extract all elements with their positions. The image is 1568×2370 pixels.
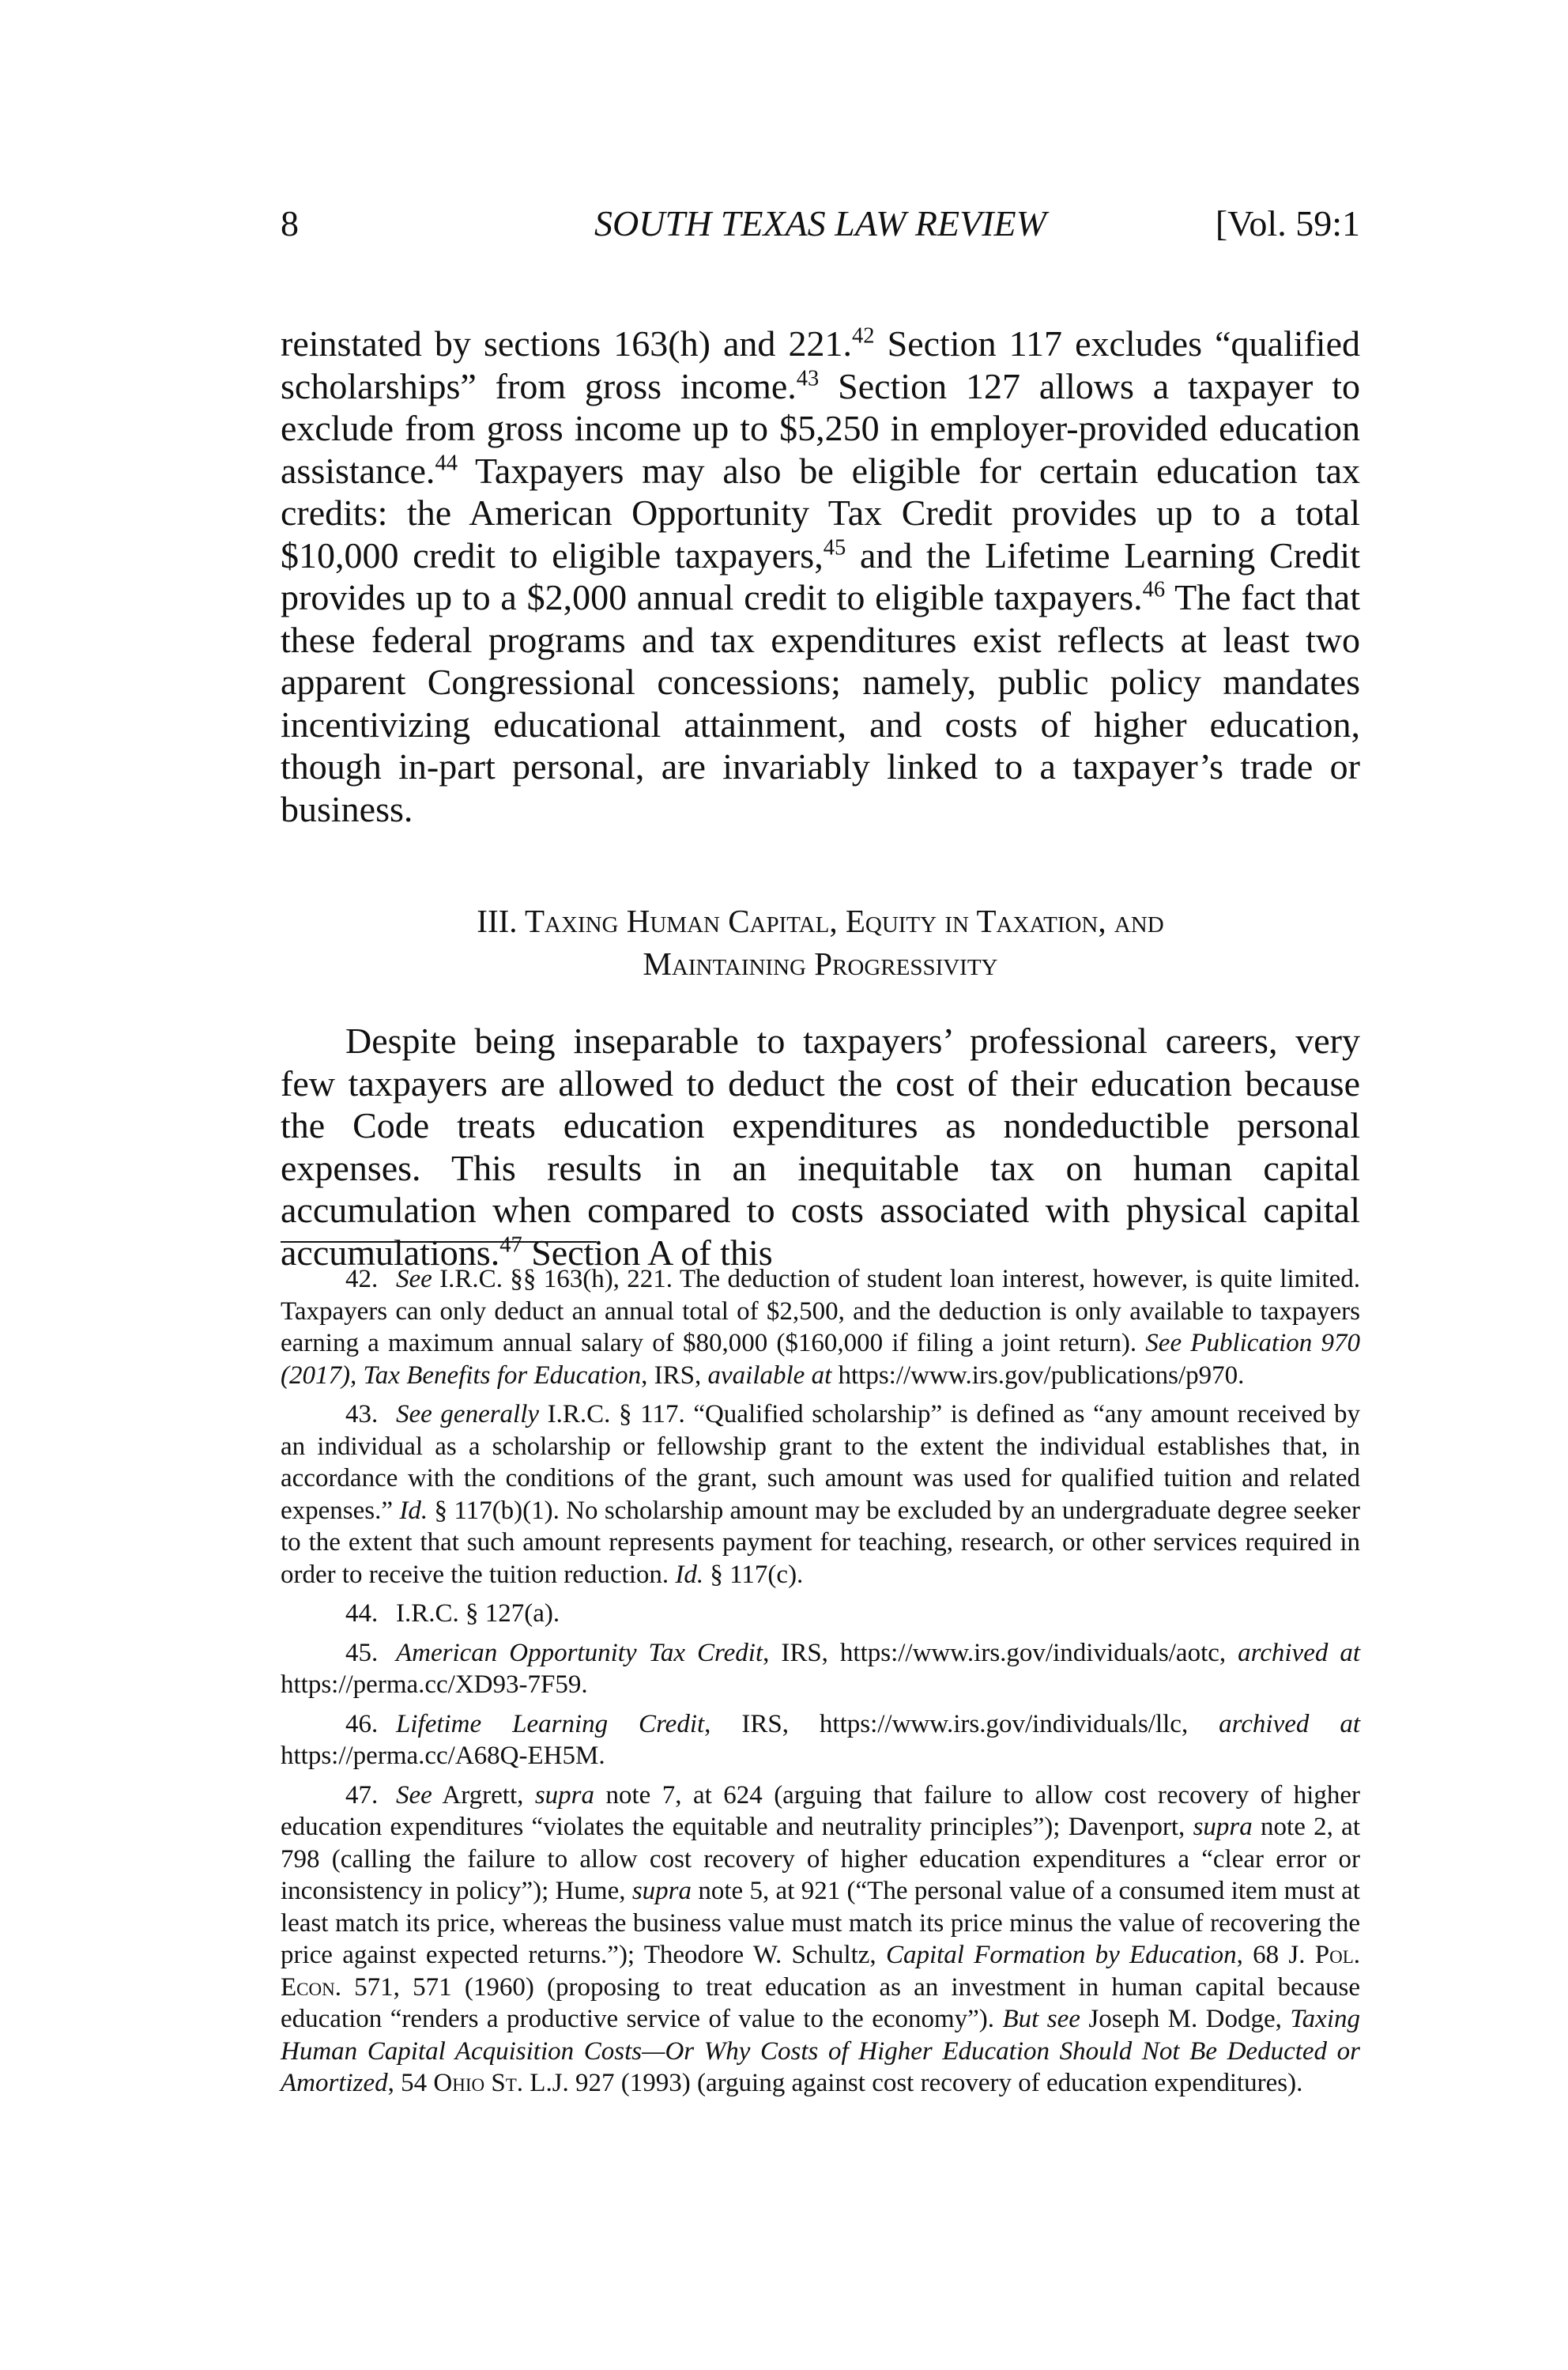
paragraph-1: reinstated by sections 163(h) and 221.42 Section 117 excludes “qualified scholarships” from gross income.$^{43}$ Section 127 allows a taxpayer to exclude from gross income up to $5,250 in employer-provided education assistance.$^{44}$ Taxpayers may also be eligible for certain education tax credits: the American Opportunity Tax Credit provides up to a total $10,000 credit to eligible taxpayers,$^{45}$ and the Lifetime Learning Credit provides up to a $2,000 annual credit to eligible taxpayers.$^{46}$ The fact that these federal programs and tax expenditures exist reflects at least two apparent Congressional concessions; namely, public policy mandates incentivizing educational attainment, and costs of higher education, though in-part personal, are invariably linked to a taxpayer’s trade or business. — [281, 323, 1360, 829]
volume-label: [Vol. 59:1 — [1215, 203, 1360, 243]
footnote-47: 47. See Argrett, supra note 7, at 624 (arguing that failure to allow cost recovery of higher education expenditures “violates the equitable and neutrality principles”); Davenport, supra note 2, at 798 (calling the failure to allow cost recovery of higher education expenditures a “clear error or inconsistency in policy”); Hume, supra note 5, at 921 (“The personal value of a consumed item must at least match its price, whereas the business value must match its price minus the value of recovering the price against expected returns.”); Theodore W. Schultz, Capital Formation by Education, 68 J. Pol. Econ. 571, 571 (1960) (proposing to treat education as an investment in human capital because education “renders a productive service of value to the economy”). But see Joseph M. Dodge, Taxing Human Capital Acquisition Costs—Or Why Costs of Higher Education Should Not Be Deducted or Amortized, 54 Ohio St. L.J. 927 (1993) (arguing against cost recovery of education expenditures). — [281, 1780, 1360, 2097]
link-irs-p970[interactable]: https://www.irs.gov/publications/p970. — [831, 1360, 1245, 1390]
footnote-ref-46[interactable]: 46 — [1142, 577, 1166, 602]
footnote-43: 43. See generally I.R.C. § 117. “Qualified scholarship” is defined as “any amount received by an individual as a scholarship or fellowship grant to the extent the individual establishes that, in accordance with the conditions of the grant, such amount was used for qualified tuition and related expenses.” Id. § 117(b)(1). No scholarship amount may be excluded by an undergraduate degree seeker to the extent that such amount represents payment for teaching, research, or other services required in order to receive the tuition reduction. Id. § 117(c). — [281, 1400, 1360, 1589]
footnote-ref-45[interactable]: 45 — [823, 535, 846, 560]
section-heading — [281, 900, 1360, 985]
footnote-46: 46. Lifetime Learning Credit, IRS, https://www.irs.gov/individuals/llc, archived at https://perma.cc/A68Q-EH5M. — [281, 1709, 1360, 1770]
link-perma-xd93[interactable]: https://perma.cc/XD93-7F59. — [281, 1670, 588, 1699]
link-irs-llc[interactable]: , IRS, https://www.irs.gov/individuals/llc, — [704, 1709, 1219, 1738]
footnote-ref-42[interactable]: 42 — [852, 323, 875, 349]
paragraph-2: Despite being inseparable to taxpayers’ professional careers, very few taxpayers are allowed to deduct the cost of their education because the Code treats education expenditures as nondeductible personal expenses. This results in an inequitable tax on human capital accumulation when compared to costs associated with physical capital accumulations.$^{47}$ Section A of this — [281, 1021, 1360, 1273]
journal-title: SOUTH TEXAS LAW REVIEW — [594, 203, 1046, 243]
footnote-45: 45. American Opportunity Tax Credit, IRS, https://www.irs.gov/individuals/aotc, archived at https://perma.cc/XD93-7F59. — [281, 1638, 1360, 1699]
page-number: 8 — [281, 203, 299, 243]
section-heading-line-2: Maintaining Progressivity — [643, 945, 998, 982]
link-perma-a68q[interactable]: https://perma.cc/A68Q-EH5M. — [281, 1742, 605, 1770]
main-text — [281, 323, 1360, 1274]
running-header — [281, 196, 1360, 251]
footnote-ref-44[interactable]: 44 — [435, 451, 458, 476]
footnote-42: 42. See I.R.C. §§ 163(h), 221. The deduction of student loan interest, however, is quite limited. Taxpayers can only deduct an annual total of $2,500, and the deduction is only available to taxpayers earning a maximum annual salary of $80,000 ($160,000 if filing a joint return). See Publication 970 (2017), Tax Benefits for Education, IRS, available at https://www.irs.gov/publications/p970. — [281, 1265, 1360, 1390]
footnote-divider — [281, 1241, 597, 1243]
footnote-ref-43[interactable]: 43 — [796, 366, 820, 391]
footnote-ref-47[interactable]: 47 — [499, 1232, 522, 1258]
footnote-44: 44. I.R.C. § 127(a). — [345, 1599, 560, 1628]
footnotes — [281, 1263, 1360, 2107]
link-irs-aotc[interactable]: , IRS, https://www.irs.gov/individuals/aotc, — [763, 1638, 1238, 1667]
section-heading-line-1: III. Taxing Human Capital, Equity in Taxation, and — [477, 903, 1164, 939]
